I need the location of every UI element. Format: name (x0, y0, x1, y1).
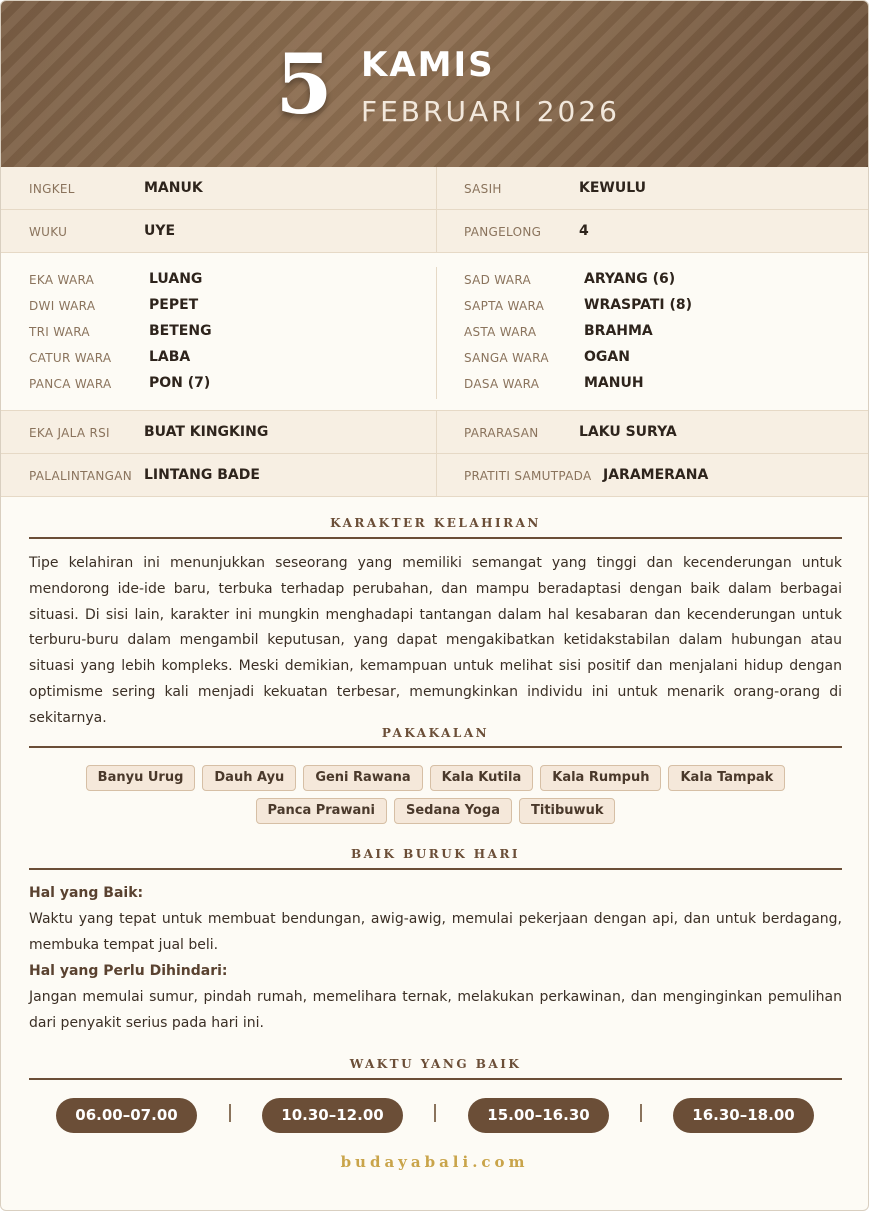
info-row-wuku-pangelong (1, 210, 868, 253)
info-row-ingkel-sasih (1, 167, 868, 210)
wara-label: EKA WARA (29, 273, 95, 287)
pakakalan-chip: Dauh Ayu (202, 765, 296, 791)
time-slot-pill: 15.00–16.30 (468, 1098, 609, 1133)
info-value: UYE (144, 223, 176, 239)
time-slot-pill: 10.30–12.00 (262, 1098, 403, 1133)
wara-item-sad (1, 267, 869, 293)
info-cell-palalintangan (1, 454, 436, 496)
wara-value: PON (7) (149, 375, 211, 391)
info-cell-sasih (436, 167, 869, 209)
section-title-baik-buruk: BAIK BURUK HARI (350, 847, 521, 861)
wara-item-sapta (1, 293, 869, 319)
section-title-waktu: WAKTU YANG BAIK (349, 1057, 522, 1071)
pakakalan-list (29, 765, 842, 824)
site-footer[interactable]: budayabali.com (340, 1153, 529, 1171)
section-divider (29, 537, 842, 539)
info-value: JARAMERANA (603, 467, 709, 483)
wara-value: BETENG (149, 323, 212, 339)
info-value: KEWULU (579, 180, 647, 196)
wara-label: DASA WARA (464, 377, 540, 391)
section-title-karakter: KARAKTER KELAHIRAN (330, 516, 541, 530)
pakakalan-chip: Titibuwuk (519, 798, 615, 824)
wara-item-sanga (1, 345, 869, 371)
info-label: INGKEL (29, 182, 75, 196)
info-cell-pangelong (436, 210, 869, 252)
good-text: Waktu yang tepat untuk membuat bendungan, awig-awig, memulai pekerjaan dengan api, dan untuk berdagang, membuka tempat jual beli. (29, 911, 842, 953)
time-slot-pill: 16.30–18.00 (673, 1098, 814, 1133)
wara-label: SANGA WARA (464, 351, 549, 365)
wara-label: DWI WARA (29, 299, 96, 313)
info-row-ekajalarsi-pararasan (1, 411, 868, 454)
info-cell-pararasan (436, 411, 869, 453)
wara-item-dasa (1, 371, 869, 397)
wara-label: PANCA WARA (29, 377, 112, 391)
karakter-text: Tipe kelahiran ini menunjukkan seseorang yang memiliki semangat yang tinggi dan kecenderungan untuk mendorong ide-ide baru, terbuka terhadap perubahan, dan mampu beradaptasi dengan baik dalam berbagai situasi. Di sisi lain, karakter ini mungkin menghadapi tantangan dalam hal kesabaran dan kecenderungan untuk terburu-buru dalam mengambil keputusan, yang dapat mengakibatkan ketidakstabilan dalam hubungan atau situasi yang lebih kompleks. Meski demikian, kemampuan untuk melihat sisi positif dan menjalani hidup dengan optimisme sering kali menjadi kekuatan terbesar, memungkinkan individu ini untuk menarik orang-orang di sekitarnya. (29, 555, 842, 726)
wara-value: WRASPATI (8) (584, 297, 693, 313)
wara-label: ASTA WARA (464, 325, 537, 339)
info-cell-eka-jala-rsi (1, 411, 436, 453)
info-value: LAKU SURYA (579, 424, 677, 440)
wara-label: SAPTA WARA (464, 299, 545, 313)
day-number: 5 (275, 37, 333, 133)
time-slot-pill: 06.00–07.00 (56, 1098, 197, 1133)
info-row-palalintangan-pratiti (1, 454, 868, 497)
separator (434, 1104, 436, 1122)
pakakalan-chip: Kala Rumpuh (540, 765, 661, 791)
wara-label: CATUR WARA (29, 351, 112, 365)
good-heading: Hal yang Baik: (29, 885, 144, 901)
pakakalan-chip: Banyu Urug (86, 765, 196, 791)
avoid-heading: Hal yang Perlu Dihindari: (29, 963, 228, 979)
pakakalan-chip: Kala Kutila (430, 765, 534, 791)
wara-label: TRI WARA (29, 325, 90, 339)
day-name: KAMIS (361, 45, 495, 85)
pakakalan-chip: Kala Tampak (668, 765, 785, 791)
month-year: FEBRUARI 2026 (361, 95, 620, 128)
time-slots (29, 1098, 842, 1134)
separator (229, 1104, 231, 1122)
info-cell-pratiti-samutpada (436, 454, 869, 496)
wara-block (1, 253, 868, 411)
info-value: MANUK (144, 180, 203, 196)
avoid-text: Jangan memulai sumur, pindah rumah, memelihara ternak, melakukan perkawinan, dan menginginkan pemulihan dari penyakit serius pada hari ini. (29, 989, 842, 1031)
section-title-pakakalan: PAKAKALAN (381, 726, 490, 740)
wara-value: BRAHMA (584, 323, 653, 339)
info-label: PANGELONG (464, 225, 542, 239)
separator (640, 1104, 642, 1122)
wara-value: LUANG (149, 271, 203, 287)
section-divider (29, 1078, 842, 1080)
wara-item-asta (1, 319, 869, 345)
pakakalan-chip: Panca Prawani (256, 798, 387, 824)
info-value: LINTANG BADE (144, 467, 260, 483)
info-value: 4 (579, 223, 589, 239)
info-label: PRATITI SAMUTPADA (464, 469, 592, 483)
section-divider (29, 746, 842, 748)
date-header (1, 1, 868, 167)
pakakalan-chip: Geni Rawana (303, 765, 422, 791)
info-cell-wuku (1, 210, 436, 252)
info-cell-ingkel (1, 167, 436, 209)
wara-value: ARYANG (6) (584, 271, 676, 287)
info-label: WUKU (29, 225, 68, 239)
info-label: SASIH (464, 182, 502, 196)
section-divider (29, 868, 842, 870)
info-label: PALALINTANGAN (29, 469, 133, 483)
wara-label: SAD WARA (464, 273, 531, 287)
pakakalan-chip: Sedana Yoga (394, 798, 512, 824)
info-value: BUAT KINGKING (144, 424, 269, 440)
info-label: PARARASAN (464, 426, 539, 440)
wara-value: MANUH (584, 375, 644, 391)
wara-value: LABA (149, 349, 191, 365)
wara-value: OGAN (584, 349, 630, 365)
wara-value: PEPET (149, 297, 199, 313)
info-label: EKA JALA RSI (29, 426, 110, 440)
